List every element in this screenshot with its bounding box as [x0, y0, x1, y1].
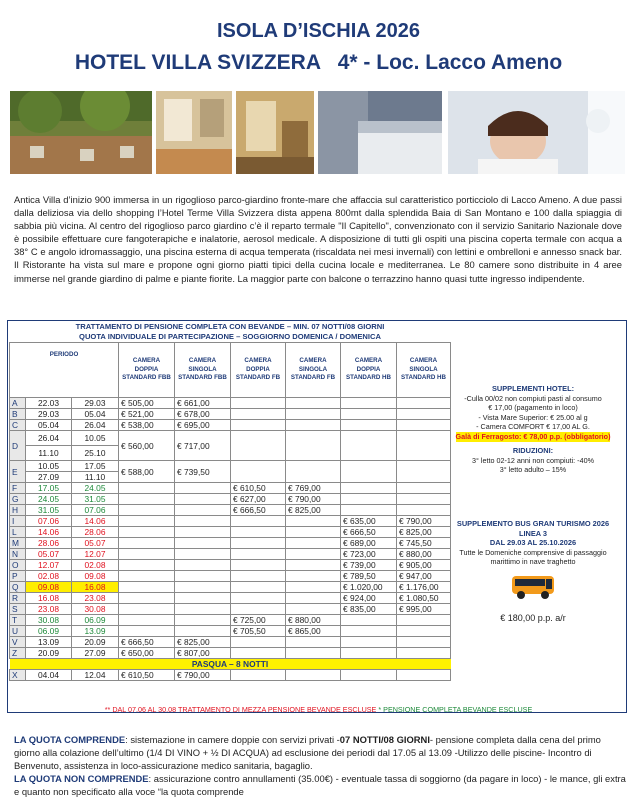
footnote-red: ** DAL 07.06 AL 30.08 TRATTAMENTO DI MEZZA PENSIONE BEVANDE ESCLUSE: [104, 705, 377, 714]
supplement-line: -Culla 00/02 non compiuti pasti al consumo: [464, 393, 602, 403]
bus-text: marittimo in nave traghetto: [490, 557, 576, 567]
bus-title: SUPPLEMENTO BUS GRAN TURISMO 2026: [456, 519, 610, 528]
garden-terrace-photo: [10, 91, 152, 174]
quota-details: [14, 733, 626, 798]
table-row: G 24.05 31.05 € 627,00 € 790,00: [10, 494, 451, 505]
footnote-green: * PENSIONE COMPLETA BEVANDE ESCLUSE: [376, 705, 533, 714]
comprende-nights: 07 NOTTI/08 GIORNI: [339, 734, 430, 745]
bus-text: Tutte le Domeniche comprensive di passaggio: [459, 547, 607, 557]
table-row: H 31.05 07.06 € 666,50 € 825,00: [10, 505, 451, 516]
table-row: Q 09.08 16.08 € 1.020,00 € 1.176,00: [10, 582, 451, 593]
table-row: V 13.09 20.09 € 666,50 € 825,00: [10, 637, 451, 648]
reductions-title: RIDUZIONI:: [512, 446, 554, 455]
bus-dates: DAL 29.03 AL 25.10.2026: [489, 538, 577, 548]
table-row: R 16.08 23.08 € 924,00 € 1.080,50: [10, 593, 451, 604]
page-title: ISOLA D’ISCHIA 2026: [216, 20, 421, 42]
table-row: 27.09 11.10: [10, 472, 451, 483]
reduction-line: 3° letto 02-12 anni non compiuti: -40%: [472, 455, 594, 465]
table-row: X 04.04 12.04 € 610,50 € 790,00: [10, 670, 451, 681]
table-row: B 29.03 05.04 € 521,00 € 678,00: [10, 409, 451, 420]
supplement-line: - Camera COMFORT € 17,00 AL G.: [476, 422, 590, 432]
hotel-title: HOTEL VILLA SVIZZERA 4* - Loc. Lacco Ameno: [74, 51, 563, 74]
noncomprende-text: : assicurazione contro annullamenti (35.00€) - eventuale tassa di soggiorno (da pagare in loco) - le mance, gli extra e quanto non specificato alla voce “la quota comprende: [14, 773, 626, 798]
col-doppia-hb: CAMERA DOPPIA STANDARD HB: [341, 343, 397, 398]
table-row: 11.10 25.10: [10, 446, 451, 461]
col-singola-hb: CAMERA SINGOLA STANDARD HB: [397, 343, 451, 398]
comprende-text: : sistemazione in camere doppie con servizi privati -: [125, 734, 340, 745]
hotel-room-photo: [156, 91, 232, 174]
noncomprende-label: LA QUOTA NON COMPRENDE: [14, 773, 149, 785]
table-row: L 14.06 28.06 € 666,50 € 825,00: [10, 527, 451, 538]
bus-icon: [510, 572, 556, 602]
gala-ferragosto: Galà di Ferragosto: € 78,00 p.p. (obbligatorio): [455, 431, 611, 441]
comprende-label: LA QUOTA COMPRENDE: [14, 734, 126, 745]
quota-comprende: [14, 733, 626, 772]
table-row: I 07.06 14.06 € 635,00 € 790,00: [10, 516, 451, 527]
table-row: F 17.05 24.05 € 610,50 € 769,00: [10, 483, 451, 494]
table-row: S 23.08 30.08 € 835,00 € 995,00: [10, 604, 451, 615]
interior-photo: [236, 91, 314, 174]
spa-treatment-photo: [448, 91, 625, 174]
table-row: C 05.04 26.04 € 538,00 € 695,00: [10, 420, 451, 431]
reductions: [440, 446, 626, 475]
table-row: U 06.09 13.09 € 705,50 € 865,00: [10, 626, 451, 637]
table-row: M 28.06 05.07 € 689,00 € 745,50: [10, 538, 451, 549]
bedroom-photo: [318, 91, 442, 174]
supplement-line: - Vista Mare Superior: € 25.00 al g: [478, 412, 588, 422]
table-row: O 12.07 02.08 € 739,00 € 905,00: [10, 560, 451, 571]
table-row: N 05.07 12.07 € 723,00 € 880,00: [10, 549, 451, 560]
col-singola-fb: CAMERA SINGOLA STANDARD FB: [286, 343, 341, 398]
supplements-title: SUPPLEMENTI HOTEL:: [491, 384, 575, 393]
pasqua-row: PASQUA – 8 NOTTI: [10, 659, 451, 670]
table-header-line1: TRATTAMENTO DI PENSIONE COMPLETA CON BEVANDE – MIN. 07 NOTTI/08 GIORNI: [75, 322, 385, 331]
col-doppia-fb: CAMERA DOPPIA STANDARD FB: [231, 343, 286, 398]
table-row: P 02.08 09.08 € 789,50 € 947,00: [10, 571, 451, 582]
table-row: Z 20.09 27.09 € 650,00 € 807,00: [10, 648, 451, 659]
hotel-description: Antica Villa d’inizio 900 immersa in un rigoglioso parco-giardino fronte-mare che affaccia sul caratteristico porticciolo di Lacco Ameno. A due passi dalla deliziosa via dello shopping l’Hotel Terme Villa Svizzera dista appena 800mt dalla splendida Baia di San Montano e 100 dalla spiaggia di sabbia più vicina. Al centro del rigoglioso parco giardino c’è il reparto termale "Il Capitello", convenzionato con il servizio Sanitario Nazionale dove è possibile effettuare cure fangoterapiche e inalatorie, aerosol medicale. A disposizione di tutti gli ospiti una piscina coperta termale con acqua a 38° C e angolo idromassaggio, una piscina esterna di acqua temperata (riscaldata nei mesi invernali) con lettini e ombrelloni e annesso snack bar. Il Ristorante ha vista sul mare e propone ogni giorno piatti tipici della cucina locale e mediterranea. Le 80 camere sono distribuite in 4 aree immerse nel grande giardino di palme e piante fiorite. La maggior parte con balcone o terrazzino hanno quasi tutte ingresso indipendente.: [14, 194, 622, 284]
col-singola-fbb: CAMERA SINGOLA STANDARD FBB: [175, 343, 231, 398]
bus-supplement: [440, 519, 626, 624]
supplement-line: € 17,00 (pagamento in loco): [488, 403, 578, 413]
price-table: [9, 321, 451, 681]
bus-line: LINEA 3: [518, 528, 548, 538]
table-row: E 10.05 17.05 € 588,00 € 739,50: [10, 461, 451, 472]
col-doppia-fbb: CAMERA DOPPIA STANDARD FBB: [119, 343, 175, 398]
quota-non-comprende: [14, 772, 626, 798]
reduction-line: 3° letto adulto – 15%: [499, 465, 567, 475]
bus-price: € 180,00 p.p. a/r: [500, 612, 566, 623]
comprende-text-rest: - pensione completa dalla cena del primo giorno alla colazione dell’ultimo (1/4 DI VINO + ½ DI ACQUA) ad esclusione dei periodi dal 17.05 al 13.09 -Utilizzo delle piscine- Incontro di Benvenuto, assistenza in loco-assicurazione medico sanitaria, bagaglio.: [14, 734, 601, 772]
table-footnote: [10, 705, 627, 714]
hotel-supplements: [440, 384, 626, 442]
table-header-line2: QUOTA INDIVIDUALE DI PARTECIPAZIONE – SOGGIORNO DOMENICA / DOMENICA: [79, 332, 381, 341]
table-row: T 30.08 06.09 € 725,00 € 880,00: [10, 615, 451, 626]
period-header: PERIODO: [10, 343, 119, 398]
table-row: D 26.04 10.05 € 560,00 € 717,00: [10, 431, 451, 446]
table-row: A 22.03 29.03 € 505,00 € 661,00: [10, 398, 451, 409]
